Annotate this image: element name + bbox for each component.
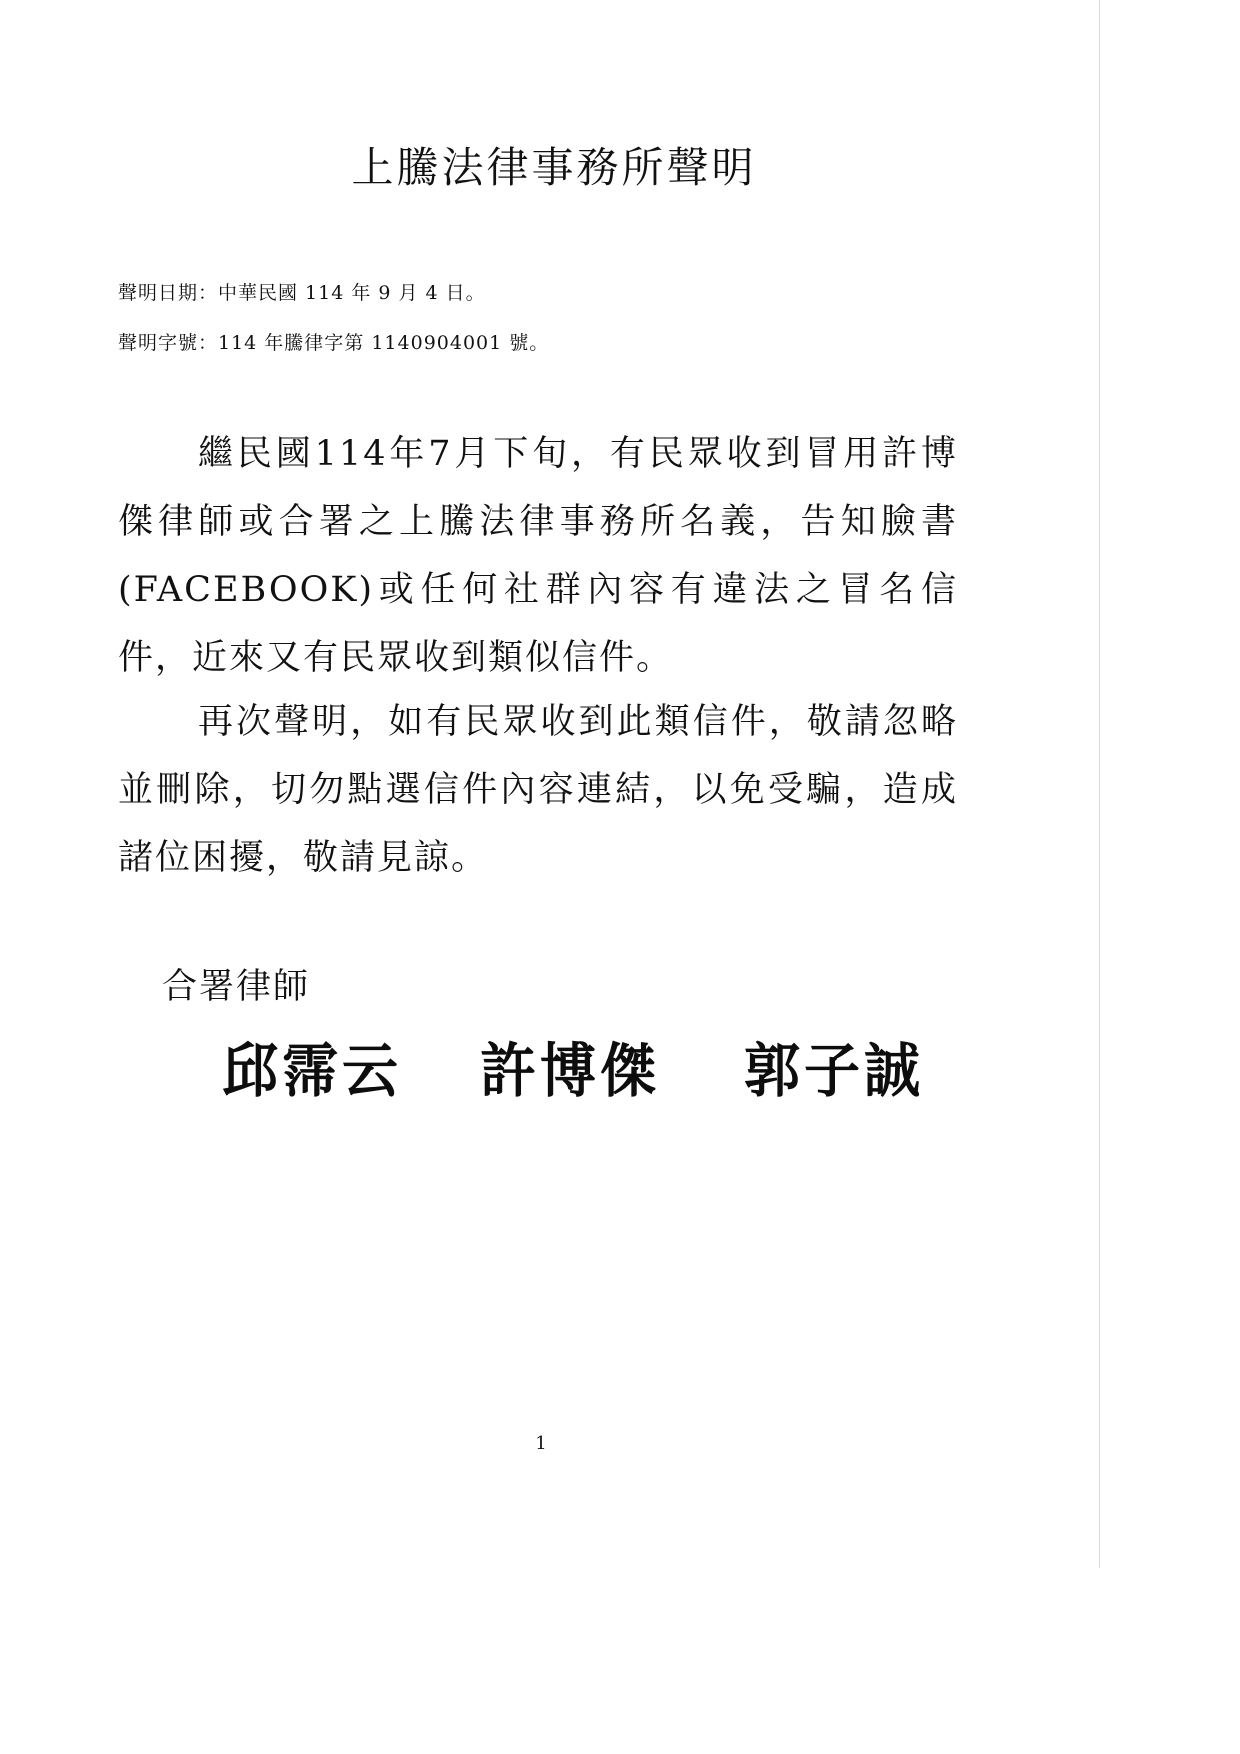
signature-block bbox=[222, 1036, 982, 1116]
page-number: 1 bbox=[535, 1433, 547, 1454]
declaration-date: 聲明日期：中華民國 114 年 9 月 4 日。 bbox=[118, 282, 486, 304]
body-paragraph-1: 繼民國114年7月下旬，有民眾收到冒用許博傑律師或合署之上騰法律事務所名義，告知臉書(FACEBOOK)或任何社群內容有違法之冒名信件，近來又有民眾收到類似信件。 bbox=[118, 434, 958, 678]
signature-lawyer-3: 郭子誠 bbox=[744, 1037, 924, 1106]
page-title: 上騰法律事務所聲明 bbox=[351, 143, 757, 192]
signature-lawyer-2: 許博傑 bbox=[480, 1037, 660, 1106]
body-paragraph-2: 再次聲明，如有民眾收到此類信件，敬請忽略並刪除，切勿點選信件內容連結，以免受騙，造成諸位困擾，敬請見諒。 bbox=[118, 702, 958, 878]
cosign-label: 合署律師 bbox=[162, 967, 311, 1007]
declaration-reference: 聲明字號：114 年騰律字第 1140904001 號。 bbox=[118, 332, 550, 354]
signature-lawyer-1: 邱霈云 bbox=[222, 1037, 402, 1106]
scan-edge-line bbox=[1099, 0, 1100, 1568]
